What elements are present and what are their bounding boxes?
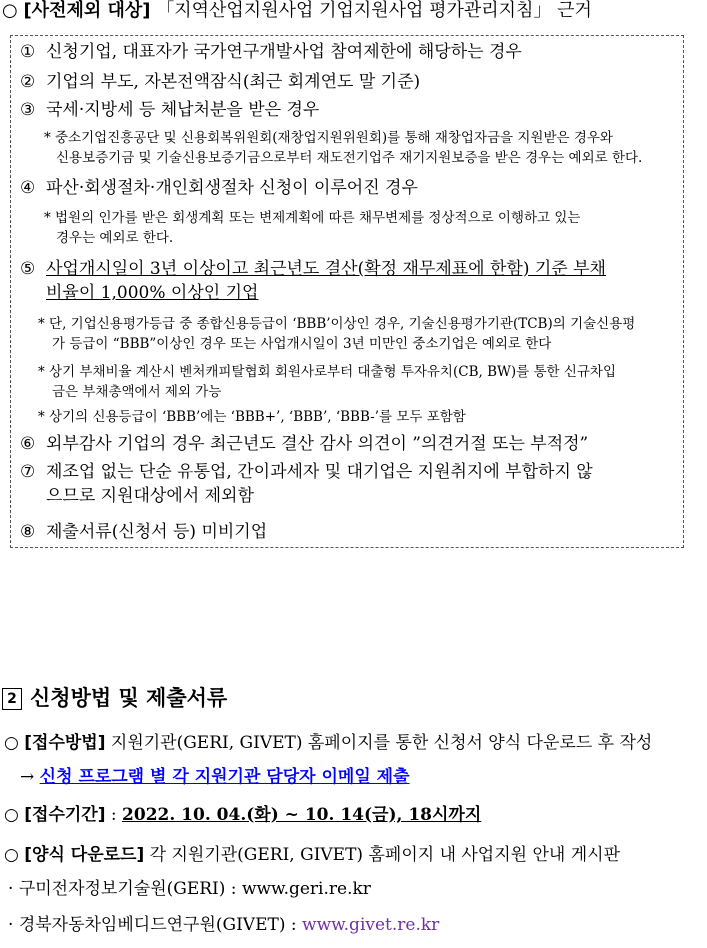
section-title: 2 신청방법 및 제출서류 [2, 683, 227, 713]
geri-url-link[interactable]: www.geri.re.kr [241, 879, 371, 899]
apply-period: ○ [접수기간] : 2022. 10. 04.(화) ~ 10. 14(금), 18시까지 [4, 805, 482, 825]
section-number: 2 [2, 688, 22, 710]
exclusion-item-8: ⑧ 제출서류(신청서 등) 미비기업 [20, 522, 268, 542]
exclusion-item-4: ④ 파산·회생절차·개인회생절차 신청이 이루어진 경우 [20, 178, 418, 198]
exclusion-item-3: ③ 국세·지방세 등 체납처분을 받은 경우 [20, 100, 320, 120]
email-submit-link[interactable]: 신청 프로그램 별 각 지원기관 담당자 이메일 제출 [39, 767, 410, 787]
bullet-icon: ○ [4, 845, 19, 865]
exclusion-item-6: ⑥ 외부감사 기업의 경우 최근년도 결산 감사 의견이 ”의견거절 또는 부적정” [20, 434, 589, 454]
exclusion-basis: 「지역산업지원사업 기업지원사업 평가관리지침」 근거 [156, 0, 592, 21]
apply-submit [20, 764, 410, 790]
bullet-icon: ○ [2, 0, 18, 21]
exclusion-item-2: ② 기업의 부도, 자본전액잠식(최근 회계연도 말 기준) [20, 72, 421, 92]
note-item-3: * 중소기업진흥공단 및 신용회복위원회(재창업지원위원회)를 통해 재창업자금을 지원받은 경우와 신용보증기금 및 기술신용보증기금으로부터 재도전기업주 재기지원보증을 받은 경우는 예외로 한다. [44, 130, 643, 166]
bullet-icon: ○ [4, 805, 19, 825]
exclusion-label: [사전제외 대상] [23, 0, 151, 21]
note-item-5b: * 상기 부채비율 계산시 벤처캐피탈협회 회원사로부터 대출형 투자유치(CB, BW)를 통한 신규차입 금은 부채총액에서 제외 가능 [38, 364, 617, 400]
exclusion-heading [2, 0, 592, 22]
givet-url-link[interactable]: www.givet.re.kr [302, 915, 440, 935]
exclusion-item-1: ① 신청기업, 대표자가 국가연구개발사업 참여제한에 해당하는 경우 [20, 42, 522, 62]
bullet-icon: ○ [4, 733, 19, 753]
note-item-4: * 법원의 인가를 받은 회생계획 또는 변제계획에 따른 채무변제를 정상적으로 이행하고 있는 경우는 예외로 한다. [44, 210, 581, 246]
form-download: ○ [양식 다운로드] 각 지원기관(GERI, GIVET) 홈페이지 내 사업지원 안내 게시판 [4, 845, 620, 865]
arrow-right-icon: → [20, 767, 35, 787]
site-givet: · 경북자동차임베디드연구원(GIVET) : www.givet.re.kr [8, 915, 440, 935]
period-value: 2022. 10. 04.(화) ~ 10. 14(금), 18시까지 [122, 805, 482, 825]
note-item-5a: * 단, 기업신용평가등급 중 종합신용등급이 ‘BBB’이상인 경우, 기술신용평가기관(TCB)의 기술신용평 가 등급이 “BBB”이상인 경우 또는 사업개시일이 3년 미만인 중소기업은 예외로 한다 [38, 316, 636, 352]
apply-method: ○ [접수방법] 지원기관(GERI, GIVET) 홈페이지를 통한 신청서 양식 다운로드 후 작성 [4, 733, 653, 753]
note-item-5c: * 상기의 신용등급이 ‘BBB’에는 ‘BBB+’, ‘BBB’, ‘BBB-’를 모두 포함함 [38, 409, 466, 425]
exclusion-item-7: ⑦ 제조업 없는 단순 유통업, 간이과세자 및 대기업은 지원취지에 부합하지 않 으므로 지원대상에서 제외함 [20, 462, 593, 506]
site-geri: · 구미전자정보기술원(GERI) : www.geri.re.kr [8, 879, 371, 899]
exclusion-item-5: ⑤ 사업개시일이 3년 이상이고 최근년도 결산(확정 재무제표에 한함) 기준 부채 비율이 1,000% 이상인 기업 [20, 259, 606, 303]
